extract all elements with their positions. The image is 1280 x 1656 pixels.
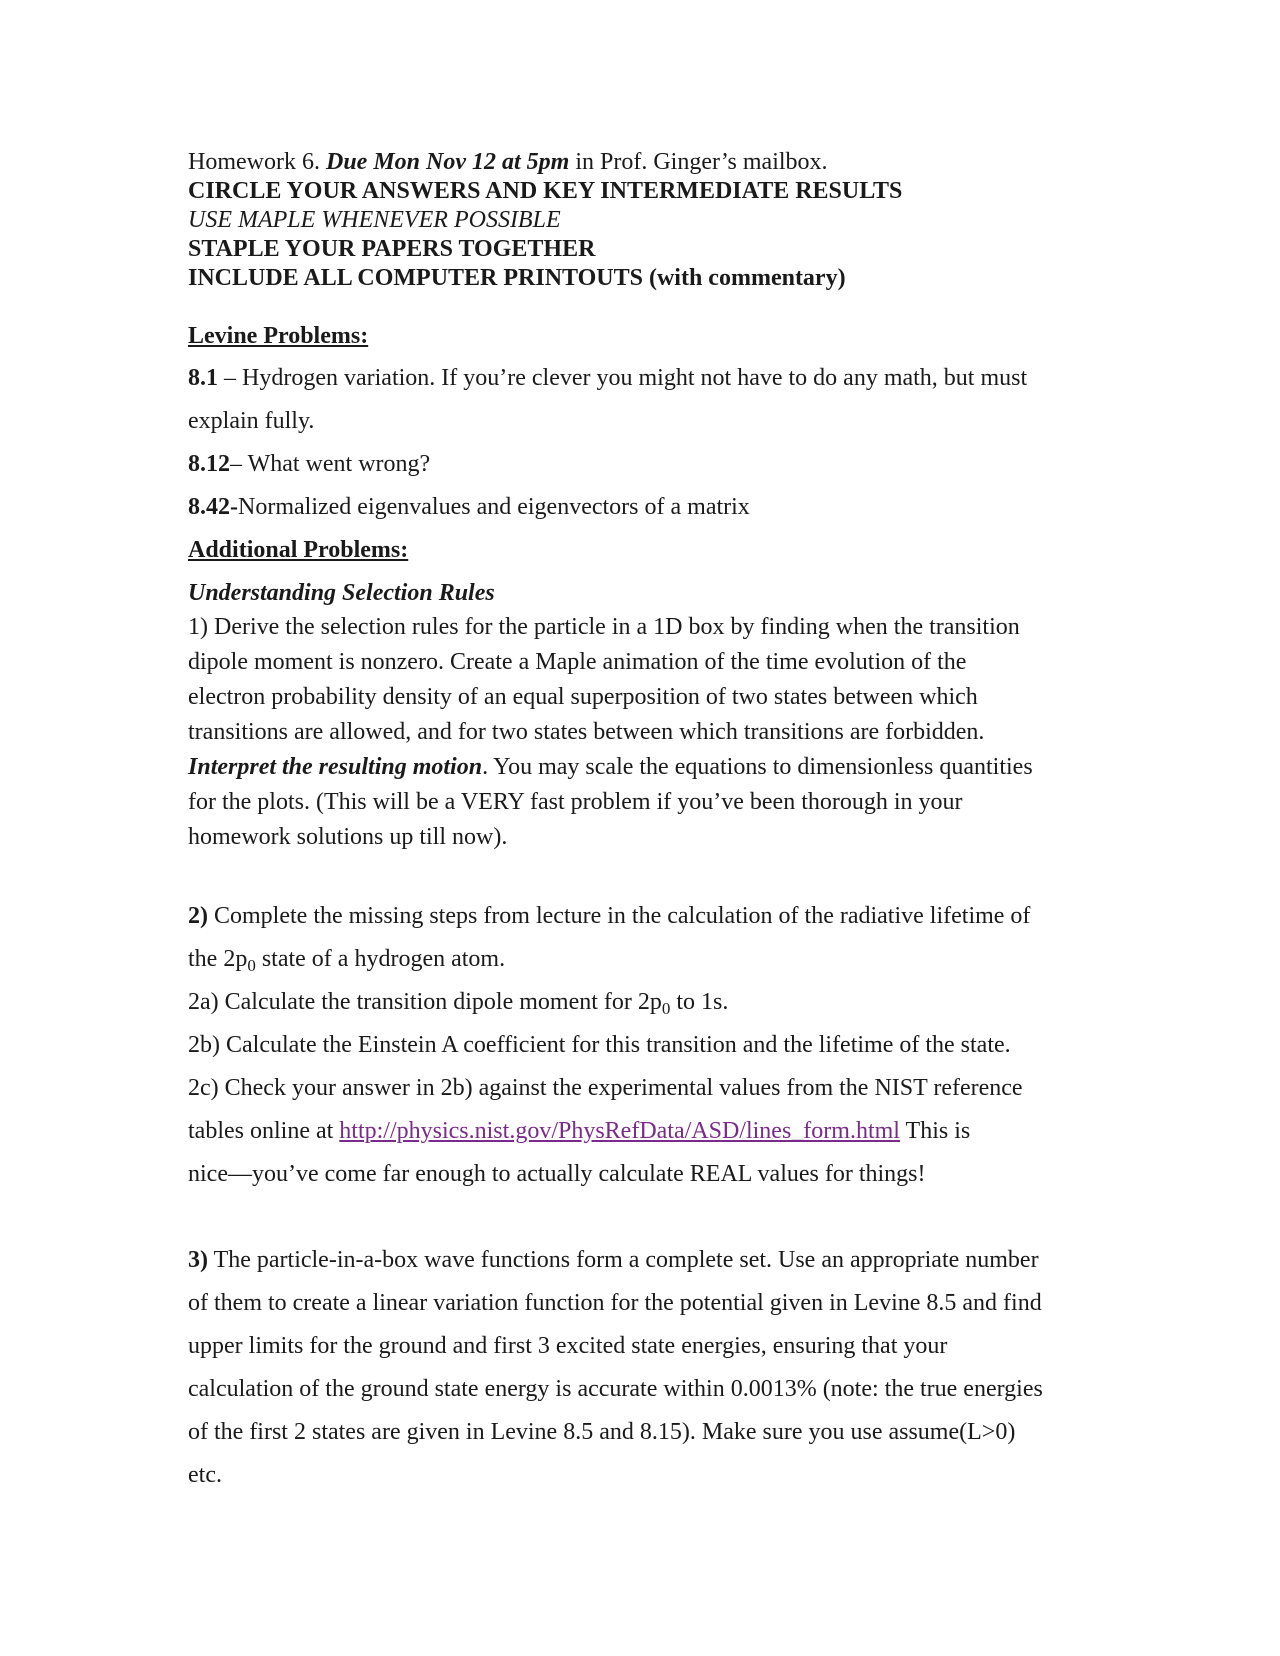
q2-line-1: 2) Complete the missing steps from lecture in the calculation of the radiative lifetime of — [188, 903, 1031, 929]
header-line-4: STAPLE YOUR PAPERS TOGETHER — [188, 236, 596, 262]
q2c-line-1: 2c) Check your answer in 2b) against the experimental values from the NIST reference — [188, 1075, 1023, 1101]
selection-rules-subheading: Understanding Selection Rules — [188, 580, 495, 606]
additional-heading: Additional Problems: — [188, 537, 409, 563]
q2b: 2b) Calculate the Einstein A coefficient for this transition and the lifetime of the state. — [188, 1032, 1011, 1058]
q3-line-3: upper limits for the ground and first 3 excited state energies, ensuring that your — [188, 1333, 948, 1359]
q1-line-5: Interpret the resulting motion. You may scale the equations to dimensionless quantities — [188, 754, 1033, 780]
q3-line-4: calculation of the ground state energy is accurate within 0.0013% (note: the true energies — [188, 1376, 1043, 1402]
q2a: 2a) Calculate the transition dipole moment for $2p_0$ to 1s. — [188, 989, 729, 1018]
q1-line-4: transitions are allowed, and for two states between which transitions are forbidden. — [188, 719, 985, 745]
problem-8-1-cont: explain fully. — [188, 408, 315, 434]
q2c-line-2: tables online at http://physics.nist.gov/PhysRefData/ASD/lines_form.html This is — [188, 1118, 971, 1144]
header-line-3: USE MAPLE WHENEVER POSSIBLE — [188, 207, 561, 233]
problem-8-1: 8.1 – Hydrogen variation. If you’re clever you might not have to do any math, but must — [188, 365, 1028, 391]
levine-heading: Levine Problems: — [188, 323, 369, 349]
q2c-line-3: nice—you’ve come far enough to actually calculate REAL values for things! — [188, 1161, 926, 1187]
q3-line-2: of them to create a linear variation function for the potential given in Levine 8.5 and find — [188, 1290, 1042, 1316]
header-line-1: Homework 6. Due Mon Nov 12 at 5pm in Prof. Ginger’s mailbox. — [188, 149, 828, 175]
header-line-5: INCLUDE ALL COMPUTER PRINTOUTS (with commentary) — [188, 265, 846, 291]
q3-line-6: etc. — [188, 1462, 222, 1488]
q1-line-1: 1) Derive the selection rules for the particle in a 1D box by finding when the transition — [188, 614, 1020, 640]
problem-8-42: 8.42-Normalized eigenvalues and eigenvectors of a matrix — [188, 494, 750, 520]
problem-8-12: 8.12– What went wrong? — [188, 451, 431, 477]
q1-line-6: for the plots. (This will be a VERY fast problem if you’ve been thorough in your — [188, 789, 963, 815]
q1-line-7: homework solutions up till now). — [188, 824, 508, 850]
q1-line-3: electron probability density of an equal superposition of two states between which — [188, 684, 978, 710]
q3-line-1: 3) The particle-in-a-box wave functions form a complete set. Use an appropriate number — [188, 1247, 1039, 1273]
due-date: Due Mon Nov 12 at 5pm — [325, 149, 570, 175]
nist-link[interactable]: http://physics.nist.gov/PhysRefData/ASD/lines_form.html — [339, 1118, 900, 1144]
q2-line-2: the $2p_0$ state of a hydrogen atom. — [188, 946, 506, 975]
q3-line-5: of the first 2 states are given in Levine 8.5 and 8.15). Make sure you use assume(L>0) — [188, 1419, 1016, 1445]
q1-line-2: dipole moment is nonzero. Create a Maple animation of the time evolution of the — [188, 649, 967, 675]
header-line-2: CIRCLE YOUR ANSWERS AND KEY INTERMEDIATE RESULTS — [188, 178, 903, 204]
